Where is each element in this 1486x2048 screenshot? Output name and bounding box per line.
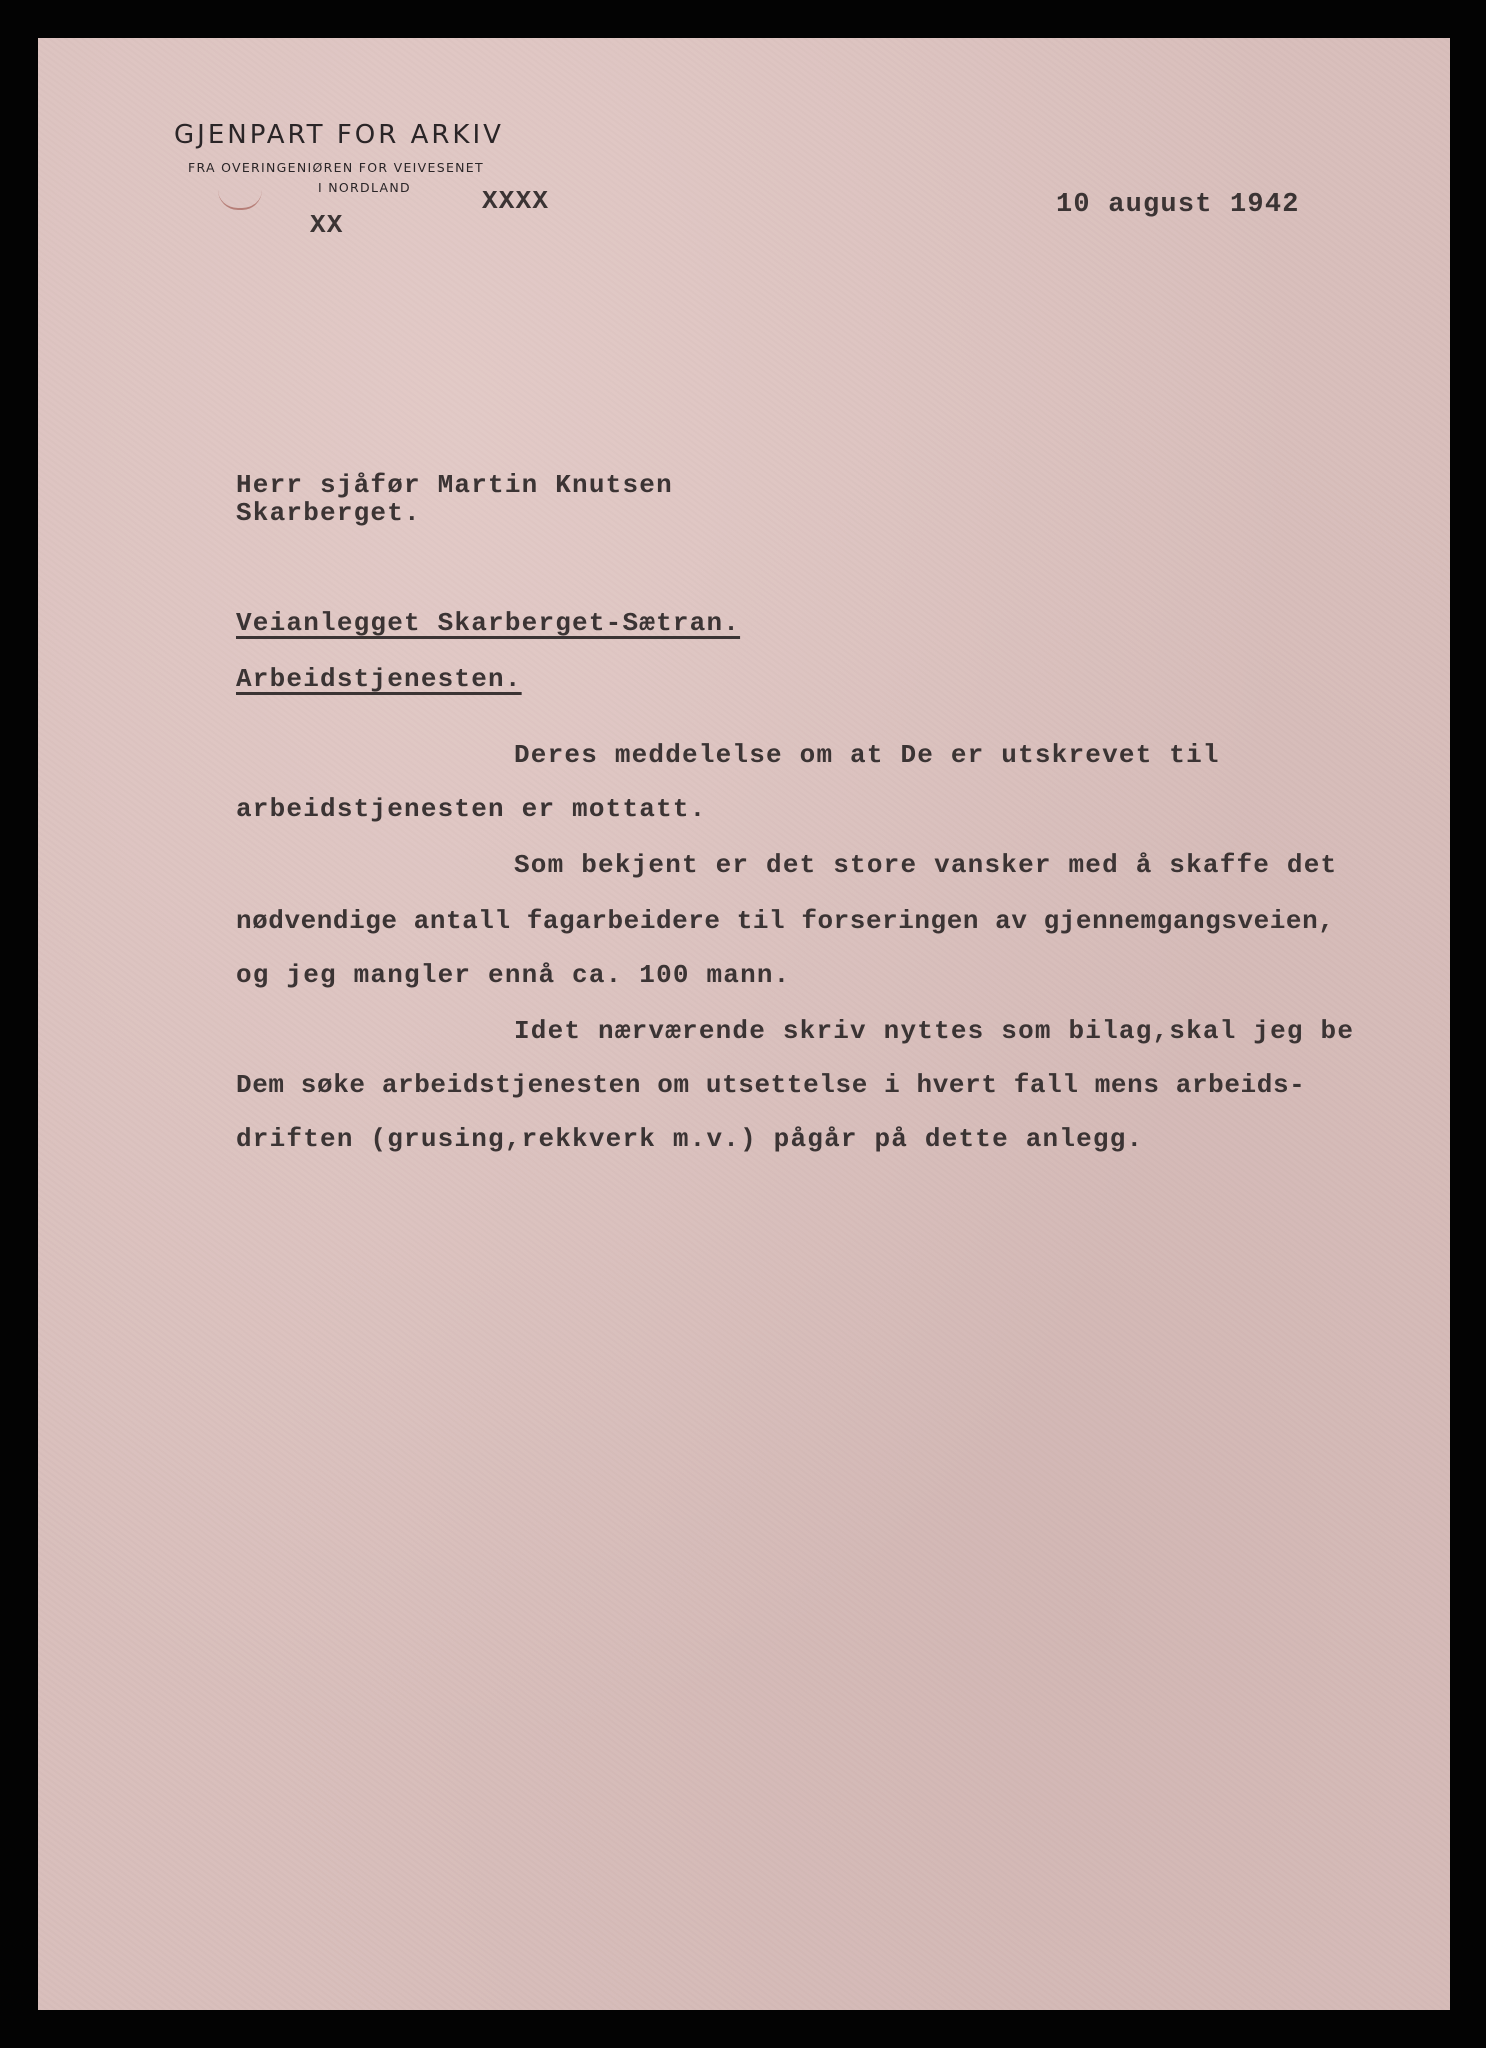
letterhead-region: I NORDLAND — [318, 180, 411, 195]
body-line: arbeidstjenesten er mottatt. — [236, 794, 707, 824]
body-line: Dem søke arbeidstjenesten om utsettelse i hvert fall mens arbeids- — [236, 1070, 1306, 1100]
mark-xxxx: XXXX — [482, 186, 550, 216]
mark-xx: XX — [310, 210, 344, 240]
subject-line-2: Arbeidstjenesten. — [236, 664, 522, 694]
recipient-name: Herr sjåfør Martin Knutsen — [236, 470, 673, 500]
recipient-place: Skarberget. — [236, 498, 421, 528]
letterhead-subtitle: FRA OVERINGENIØREN FOR VEIVESENET — [188, 160, 484, 175]
body-line: Deres meddelelse om at De er utskrevet til — [514, 740, 1220, 770]
letter-date: 10 august 1942 — [1056, 190, 1300, 220]
body-line: Idet nærværende skriv nyttes som bilag,skal jeg be — [514, 1016, 1355, 1046]
body-line: og jeg mangler ennå ca. 100 mann. — [236, 960, 791, 990]
body-line: driften (grusing,rekkverk m.v.) pågår på dette anlegg. — [236, 1124, 1144, 1154]
letterhead-title: GJENPART FOR ARKIV — [174, 120, 504, 150]
body-line: nødvendige antall fagarbeidere til forseringen av gjennemgangsveien, — [236, 906, 1335, 936]
subject-line-1: Veianlegget Skarberget-Sætran. — [236, 608, 741, 638]
body-line: Som bekjent er det store vansker med å skaffe det — [514, 850, 1338, 880]
